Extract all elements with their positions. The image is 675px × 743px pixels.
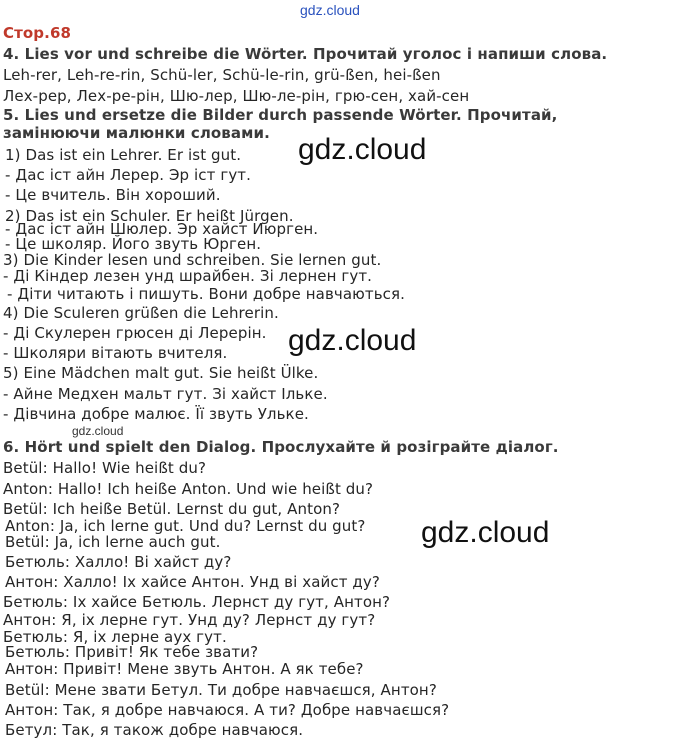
dialog-line: Антон: Так, я добре навчаюся. А ти? Добре навчаєшся? <box>5 701 450 719</box>
exercise-5-line: 5) Eine Mädchen malt gut. Sie heißt Ülke. <box>3 364 319 382</box>
dialog-line: Betül: Ja, ich lerne auch gut. <box>5 533 221 551</box>
exercise-5-line: - Діти читають і пишуть. Вони добре навчаються. <box>7 285 405 303</box>
dialog-line: Betül: Мене звати Бетул. Ти добре навчаєшся, Антон? <box>5 681 437 699</box>
exercise-5-line: - Ді Кіндер лезен унд шрайбен. Зі лернен гут. <box>3 267 373 285</box>
exercise-5-line: - Це школяр. Його звуть Юрген. <box>5 235 262 253</box>
exercise-6-heading: 6. Hört und spielt den Dialog. Прослухайте й розіграйте діалог. <box>3 438 559 456</box>
dialog-line: Бетюль: Я, іх лерне аух гут. <box>3 628 227 646</box>
dialog-line: Антон: Халло! Іх хайсе Антон. Унд ві хайст ду? <box>5 573 380 591</box>
exercise-5-line: 3) Die Kinder lesen und schreiben. Sie lernen gut. <box>3 251 382 269</box>
exercise-5-line: - Дівчина добре малює. Її звуть Ульке. <box>3 405 309 423</box>
exercise-5-heading: 5. Lies und ersetze die Bilder durch passende Wörter. Прочитай, <box>3 106 558 124</box>
dialog-line: Betül: Ich heiße Betül. Lernst du gut, Anton? <box>3 500 341 518</box>
dialog-line: Бетул: Так, я також добре навчаюся. <box>5 721 304 739</box>
dialog-line: Бетюль: Привіт! Як тебе звати? <box>5 643 259 661</box>
watermark-top: gdz.cloud <box>300 2 360 18</box>
exercise-5-line: 4) Die Sculeren grüßen die Lehrerin. <box>3 304 279 322</box>
watermark-small: gdz.cloud <box>72 424 124 438</box>
dialog-line: Anton: Hallo! Ich heiße Anton. Und wie heißt du? <box>3 480 374 498</box>
dialog-line: Антон: Я, іх лерне гут. Унд ду? Лернст ду гут? <box>3 611 376 629</box>
exercise-5-line: 2) Das ist ein Schuler. Er heißt Jürgen. <box>5 207 294 225</box>
exercise-5-line: 1) Das ist ein Lehrer. Er ist gut. <box>5 146 242 164</box>
exercise-5-line: - Це вчитель. Він хороший. <box>5 186 221 204</box>
exercise-5-line: - Ді Скулерен грюсен ді Лерерін. <box>3 324 267 342</box>
dialog-line: Betül: Hallo! Wie heißt du? <box>3 459 207 477</box>
exercise-5-line: - Айне Медхен мальт гут. Зі хайст Ільке. <box>3 385 328 403</box>
exercise-4-syllables-german: Leh-rer, Leh-re-rin, Schü-ler, Schü-le-rin, grü-ßen, hei-ßen <box>3 66 441 84</box>
exercise-5-heading-cont: замінюючи малюнки словами. <box>3 124 270 142</box>
dialog-line: Антон: Привіт! Мене звуть Антон. А як тебе? <box>5 660 364 678</box>
watermark-3: gdz.cloud <box>421 516 550 549</box>
watermark-2: gdz.cloud <box>288 324 417 357</box>
dialog-line: Бетюль: Халло! Ві хайст ду? <box>5 553 232 571</box>
watermark-1: gdz.cloud <box>298 133 427 166</box>
dialog-line: Anton: Ja, ich lerne gut. Und du? Lernst du gut? <box>5 517 366 535</box>
exercise-4-heading: 4. Lies vor und schreibe die Wörter. Прочитай уголос і напиши слова. <box>3 45 608 63</box>
dialog-line: Бетюль: Іх хайсе Бетюль. Лернст ду гут, Антон? <box>3 593 391 611</box>
exercise-5-line: - Дас іст айн Лерер. Эр іст гут. <box>5 166 252 184</box>
exercise-5-line: - Школяри вітають вчителя. <box>3 344 228 362</box>
page-number: Стор.68 <box>3 24 72 42</box>
exercise-5-line: - Дас іст айн Шюлер. Эр хайст Июрген. <box>5 220 319 238</box>
exercise-4-syllables-ukrainian: Лех-рер, Лех-ре-рін, Шю-лер, Шю-ле-рін, грю-сен, хай-сен <box>3 87 470 105</box>
